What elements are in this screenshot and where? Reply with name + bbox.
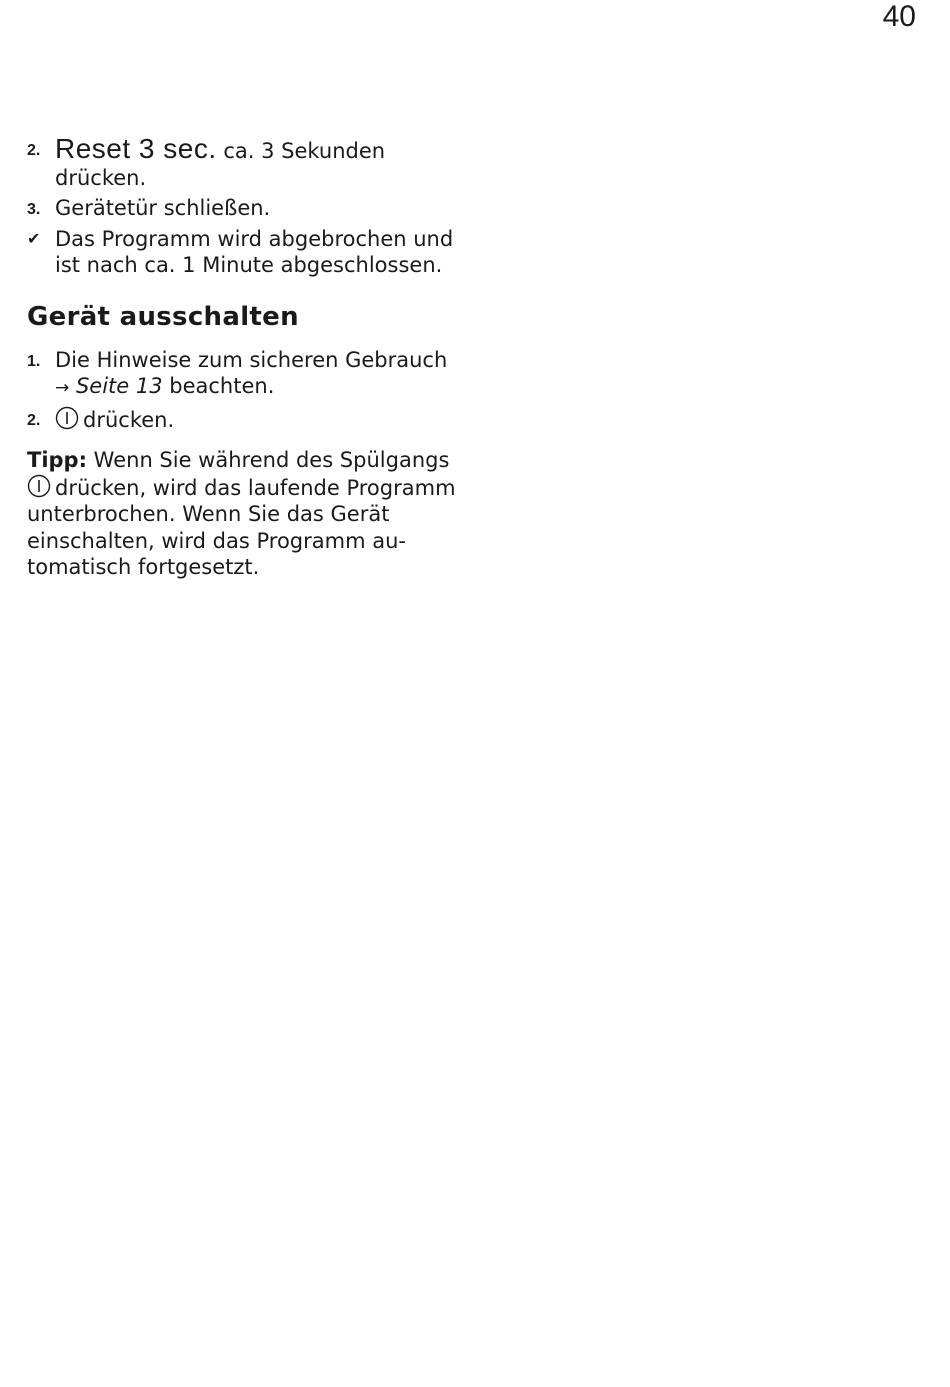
tip-text: Wenn Sie während des Spülgangs <box>87 448 450 472</box>
step-result <box>27 226 467 279</box>
tip-paragraph <box>27 447 467 581</box>
document-content <box>27 133 467 581</box>
page-reference-link[interactable]: Seite 13 <box>75 374 163 398</box>
step-text: drücken. <box>83 407 175 432</box>
step-text: ca. 3 Sekunden drücken. <box>55 139 386 190</box>
step-number: 2. <box>27 142 41 159</box>
step-text: Gerätetür schließen. <box>55 196 271 220</box>
arrow-icon: → <box>55 378 70 398</box>
page-number: 40 <box>882 0 916 33</box>
step-press-power <box>27 406 467 434</box>
step-text: beachten. <box>162 374 275 398</box>
step-number: 3. <box>27 201 41 218</box>
step-reset <box>27 133 467 191</box>
tip-label: Tipp: <box>27 448 87 472</box>
section-heading: Gerät ausschalten <box>27 301 299 332</box>
reset-button-label: Reset 3 sec. <box>55 133 217 164</box>
step-number: 1. <box>27 352 41 370</box>
power-icon <box>27 474 51 498</box>
step-safety-notes <box>27 347 467 402</box>
step-close-door <box>27 195 467 222</box>
tip-text: drücken, wird das laufende Programm unterbrochen. Wenn Sie das Gerät einschalten, wird das Programm automatisch fortgesetzt. <box>27 475 456 579</box>
power-icon <box>55 406 79 430</box>
result-text: Das Programm wird abgebrochen und ist nach ca. 1 Minute abgeschlossen. <box>55 226 454 277</box>
step-text: Die Hinweise zum sicheren Gebrauch <box>55 347 448 372</box>
checkmark-icon: ✔ <box>27 228 41 248</box>
step-number: 2. <box>27 411 41 429</box>
